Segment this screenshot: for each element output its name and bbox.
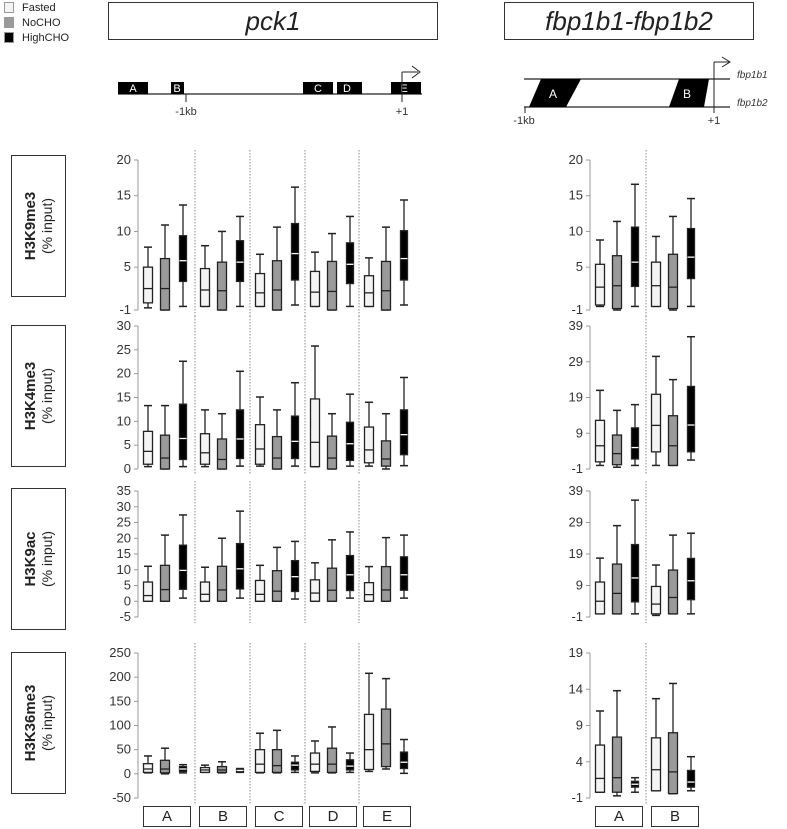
row-unit: (% input) xyxy=(38,694,55,752)
row-mark: H3K4me3 xyxy=(21,361,39,431)
svg-text:150: 150 xyxy=(109,693,131,709)
gene-title-pck1: pck1 xyxy=(108,2,438,40)
svg-text:-5: -5 xyxy=(119,609,131,624)
svg-text:-50: -50 xyxy=(112,790,131,805)
svg-text:+1: +1 xyxy=(707,115,721,127)
svg-text:25: 25 xyxy=(116,514,131,530)
svg-text:10: 10 xyxy=(568,223,583,239)
fbp1b-gene-diagram xyxy=(513,57,768,127)
region-box-pck1-b: B xyxy=(199,806,247,827)
region-box-fbp1b-b: B xyxy=(651,806,699,827)
region-box-pck1-e: E xyxy=(363,806,411,827)
region-box-pck1-a: A xyxy=(143,806,191,827)
legend-label: Fasted xyxy=(22,1,56,14)
svg-text:C: C xyxy=(314,83,322,95)
svg-text:E: E xyxy=(400,83,408,95)
svg-text:A: A xyxy=(129,83,137,95)
svg-text:200: 200 xyxy=(109,669,131,685)
svg-text:20: 20 xyxy=(116,530,131,546)
svg-text:9: 9 xyxy=(575,577,583,593)
svg-text:15: 15 xyxy=(116,187,131,203)
row-mark: H3K9me3 xyxy=(21,191,39,261)
svg-text:B: B xyxy=(173,83,181,95)
svg-text:9: 9 xyxy=(575,717,583,733)
row-unit: (% input) xyxy=(38,367,55,425)
svg-text:-1: -1 xyxy=(119,302,131,317)
svg-text:20: 20 xyxy=(116,152,131,167)
region-box-pck1-c: C xyxy=(255,806,303,827)
legend-label: NoCHO xyxy=(22,16,61,29)
svg-text:-1: -1 xyxy=(571,609,583,624)
region-box-fbp1b-a: A xyxy=(595,806,643,827)
row-unit: (% input) xyxy=(38,530,55,588)
svg-text:19: 19 xyxy=(568,645,583,660)
svg-text:0: 0 xyxy=(123,461,131,476)
svg-text:15: 15 xyxy=(116,546,131,561)
svg-text:fbp1b2: fbp1b2 xyxy=(737,98,768,109)
svg-text:5: 5 xyxy=(123,259,131,275)
svg-text:10: 10 xyxy=(116,223,131,239)
svg-text:20: 20 xyxy=(116,365,131,381)
svg-text:20: 20 xyxy=(568,152,583,167)
svg-text:35: 35 xyxy=(116,483,131,498)
svg-text:15: 15 xyxy=(568,187,583,203)
gene-title-fbp1b: fbp1b1-fbp1b2 xyxy=(504,2,754,40)
svg-text:14: 14 xyxy=(568,681,583,697)
svg-text:-1: -1 xyxy=(571,302,583,317)
svg-text:9: 9 xyxy=(575,425,583,441)
legend-label: HighCHO xyxy=(22,31,70,44)
svg-text:29: 29 xyxy=(568,514,583,530)
svg-text:-1: -1 xyxy=(571,461,583,476)
svg-text:39: 39 xyxy=(568,318,583,333)
row-unit: (% input) xyxy=(38,197,55,255)
svg-text:25: 25 xyxy=(116,341,131,357)
svg-text:+1: +1 xyxy=(395,106,409,118)
svg-text:250: 250 xyxy=(109,645,131,660)
svg-text:10: 10 xyxy=(116,561,131,577)
svg-text:B: B xyxy=(682,87,692,101)
svg-text:-1kb: -1kb xyxy=(175,106,197,118)
svg-text:10: 10 xyxy=(116,413,131,429)
svg-text:19: 19 xyxy=(568,546,583,561)
svg-text:5: 5 xyxy=(123,577,131,593)
svg-text:29: 29 xyxy=(568,353,583,369)
row-mark: H3K9ac xyxy=(21,531,39,587)
svg-text:D: D xyxy=(343,83,351,95)
svg-text:fbp1b1: fbp1b1 xyxy=(737,70,768,81)
svg-text:0: 0 xyxy=(123,593,131,609)
svg-text:15: 15 xyxy=(116,389,131,405)
box-plots xyxy=(109,150,695,805)
svg-text:4: 4 xyxy=(575,753,583,769)
svg-text:30: 30 xyxy=(116,318,131,333)
svg-text:50: 50 xyxy=(116,741,131,757)
svg-text:0: 0 xyxy=(123,765,131,781)
svg-text:-1: -1 xyxy=(571,790,583,805)
svg-text:5: 5 xyxy=(575,259,583,275)
svg-text:100: 100 xyxy=(109,717,131,733)
row-mark: H3K36me3 xyxy=(21,684,39,762)
region-box-pck1-d: D xyxy=(309,806,357,827)
svg-text:19: 19 xyxy=(568,389,583,405)
svg-text:-1kb: -1kb xyxy=(513,115,535,127)
svg-text:A: A xyxy=(548,87,558,101)
svg-text:5: 5 xyxy=(123,437,131,453)
svg-text:39: 39 xyxy=(568,483,583,498)
svg-text:30: 30 xyxy=(116,498,131,514)
pck1-gene-diagram xyxy=(118,66,422,118)
